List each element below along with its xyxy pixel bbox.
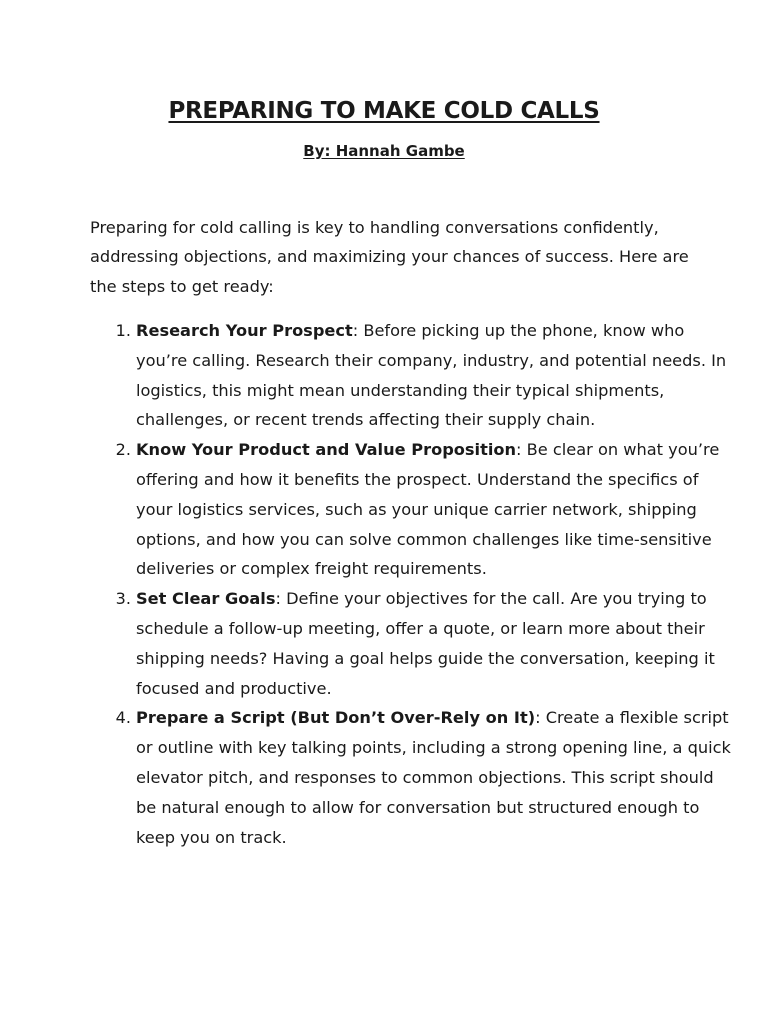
document-title: PREPARING TO MAKE COLD CALLS	[168, 98, 600, 124]
list-item: 1. Research Your Prospect: Before picking up the phone, know who you’re calling. Research their company, industry, and potential needs. In logistics, this might mean understanding their typical shipments, challenges, or recent trends affecting their supply chain.	[136, 316, 736, 435]
intro-paragraph: Preparing for cold calling is key to handling conversations confidently, addressing objections, and maximizing your chances of success. Here are the steps to get ready:	[90, 218, 689, 296]
step-title: Set Clear Goals	[136, 589, 276, 609]
list-item: 2. Know Your Product and Value Proposition: Be clear on what you’re offering and how it benefits the prospect. Understand the specifics of your logistics services, such as your unique carrier network, shipping options, and how you can solve common challenges like time-sensitive deliveries or complex freight requirements.	[136, 435, 736, 584]
step-title: Research Your Prospect	[136, 321, 353, 340]
step-body: Create a flexible script or outline with key talking points, including a strong opening line, a quick elevator pitch, and responses to common objections. This script should be natural enough to allow for conversation but structured enough to keep you on track.	[136, 708, 731, 847]
step-title: Know Your Product and Value Proposition	[136, 440, 517, 460]
list-item: 4. Prepare a Script (But Don’t Over-Rely on It): Create a flexible script or outline with key talking points, including a strong opening line, a quick elevator pitch, and responses to common objections. This script should be natural enough to allow for conversation but structured enough to keep you on track.	[136, 703, 736, 852]
document-byline: By: Hannah Gambe	[303, 142, 465, 160]
step-title: Prepare a Script (But Don’t Over-Rely on It)	[136, 708, 536, 728]
list-item: 3. Set Clear Goals: Define your objectives for the call. Are you trying to schedule a follow-up meeting, offer a quote, or learn more about their shipping needs? Having a goal helps guide the conversation, keeping it focused and productive.	[136, 584, 736, 703]
steps-list	[90, 316, 736, 852]
step-body: Define your objectives for the call. Are you trying to schedule a follow-up meeting, offer a quote, or learn more about their shipping needs? Having a goal helps guide the conversation, keeping it focused and productive.	[136, 589, 715, 698]
step-body: Be clear on what you’re offering and how it benefits the prospect. Understand the specifics of your logistics services, such as your unique carrier network, shipping options, and how you can solve common challenges like time-sensitive deliveries or complex freight requirements.	[136, 440, 720, 579]
step-body: Before picking up the phone, know who you’re calling. Research their company, industry, and potential needs. In logistics, this might mean understanding their typical shipments, challenges, or recent trends affecting their supply chain.	[136, 321, 727, 430]
